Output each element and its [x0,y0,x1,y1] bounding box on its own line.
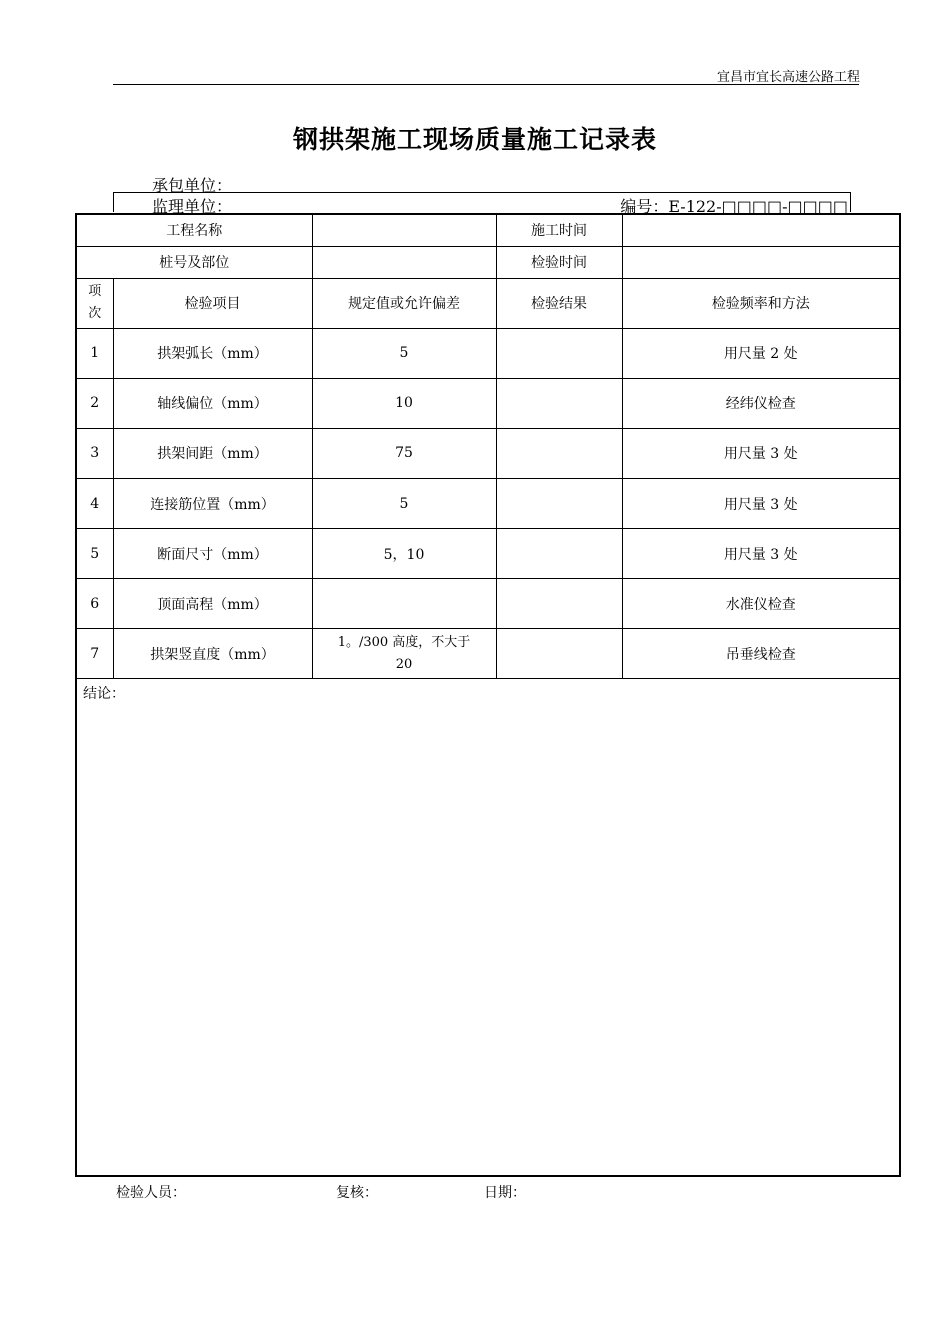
row-item: 轴线偏位（mm） [113,378,312,428]
col-header-result: 检验结果 [496,278,622,328]
row-spec: 5，10 [312,529,496,579]
contractor-label: 承包单位： [152,176,233,195]
row-no: 4 [76,479,113,529]
table-row [76,479,900,529]
row-result[interactable] [496,579,622,629]
row-result[interactable] [496,529,622,579]
row-item: 顶面高程（mm） [113,579,312,629]
row-method: 水准仪检查 [622,579,900,629]
supervisor-label: 监理单位： [152,197,233,216]
row-no: 2 [76,378,113,428]
row-method: 用尺量 3 处 [622,479,900,529]
row-item: 拱架间距（mm） [113,428,312,478]
row-method: 用尺量 3 处 [622,428,900,478]
project-name-label: 工程名称 [76,214,312,246]
inspection-table [75,213,901,1177]
row-result[interactable] [496,629,622,679]
row-item: 拱架竖直度（mm） [113,629,312,679]
inspection-time-label: 检验时间 [496,246,622,278]
project-name-value[interactable] [312,214,496,246]
table-row [76,579,900,629]
row-result[interactable] [496,328,622,378]
col-header-method: 检验频率和方法 [622,278,900,328]
inspector-label: 检验人员： [116,1185,186,1201]
row-spec-line2: 20 [395,656,413,672]
row-spec: 5 [312,479,496,529]
row-spec: 75 [312,428,496,478]
row-method: 经纬仪检查 [622,378,900,428]
column-header-row [76,278,900,328]
info-row [76,214,900,246]
col-header-spec: 规定值或允许偏差 [312,278,496,328]
table-row [76,378,900,428]
row-result[interactable] [496,378,622,428]
row-item: 拱架弧长（mm） [113,328,312,378]
col-header-no: 项次 [76,278,113,328]
table-row [76,328,900,378]
page-title: 钢拱架施工现场质量施工记录表 [292,125,657,154]
conclusion-label[interactable]: 结论： [76,679,900,1176]
row-spec-line1: 1。/300 高度，不大于 [337,634,471,650]
station-label: 桩号及部位 [76,246,312,278]
row-no: 3 [76,428,113,478]
row-result[interactable] [496,428,622,478]
row-result[interactable] [496,479,622,529]
table-row [76,428,900,478]
row-no: 5 [76,529,113,579]
station-value[interactable] [312,246,496,278]
date-label: 日期： [484,1185,526,1201]
meta-row [113,192,851,216]
conclusion-row [76,679,900,1176]
inspection-time-value[interactable] [622,246,900,278]
row-no: 6 [76,579,113,629]
table-row [76,529,900,579]
row-item: 断面尺寸（mm） [113,529,312,579]
row-item: 连接筋位置（mm） [113,479,312,529]
form-code: 编号：E-122-□□□□-□□□□ [620,197,848,216]
header-rule [113,84,859,85]
row-no: 1 [76,328,113,378]
construction-time-value[interactable] [622,214,900,246]
row-spec: 5 [312,328,496,378]
row-spec [312,579,496,629]
header-project: 宜昌市宜长高速公路工程 [716,70,860,85]
row-spec [312,629,496,679]
table-row [76,629,900,679]
info-row [76,246,900,278]
row-method: 吊垂线检查 [622,629,900,679]
construction-time-label: 施工时间 [496,214,622,246]
review-label: 复核： [336,1185,378,1201]
row-spec: 10 [312,378,496,428]
col-header-item: 检验项目 [113,278,312,328]
row-method: 用尺量 3 处 [622,529,900,579]
row-no: 7 [76,629,113,679]
row-method: 用尺量 2 处 [622,328,900,378]
